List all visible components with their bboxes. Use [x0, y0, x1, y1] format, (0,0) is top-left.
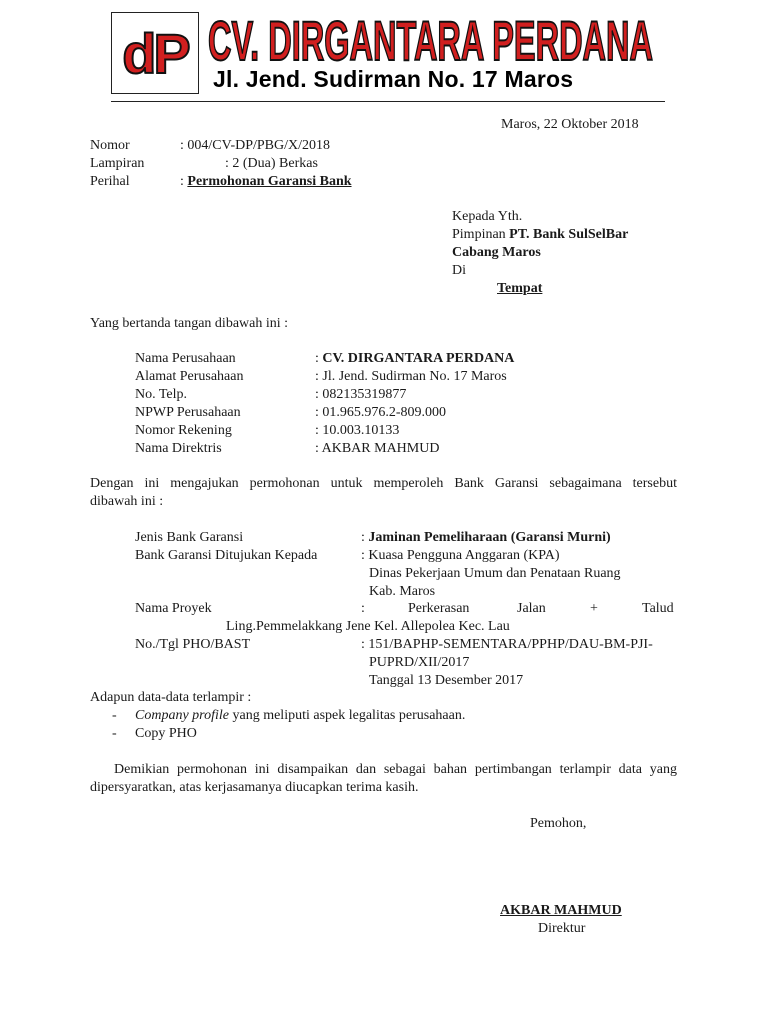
closing-paragraph	[90, 761, 677, 797]
request-line2: dibawah ini :	[90, 494, 164, 509]
request-line1: Dengan ini mengajukan permohonan untuk memperoleh Bank Garansi sebagaimana tersebut	[90, 476, 677, 491]
proyek-value2: Ling.Pemmelakkang Jene Kel. Allepolea Kec. Lau	[226, 619, 510, 634]
company-logo-mark	[112, 13, 198, 93]
meta-label-nomor: Nomor	[90, 138, 130, 153]
proyek-word: Perkerasan	[408, 601, 470, 616]
company-address: Jl. Jend. Sudirman No. 17 Maros	[213, 66, 574, 92]
proyek-colon: :	[361, 601, 365, 616]
proyek-word: +	[590, 601, 598, 616]
closing-line2: dipersyaratkan, atas kerjasamanya diucapkan terima kasih.	[90, 780, 419, 795]
info-label: Alamat Perusahaan	[135, 369, 244, 384]
info-label: No. Telp.	[135, 387, 188, 402]
opening-line: Yang bertanda tangan dibawah ini :	[90, 316, 289, 331]
meta-colon: :	[180, 174, 188, 189]
attachment-bullet: -	[112, 726, 117, 741]
info-colon: :	[315, 351, 323, 366]
info-label: Nomor Rekening	[135, 423, 232, 438]
recipient-prefix: Pimpinan	[452, 227, 510, 242]
closing-line1: Demikian permohonan ini disampaikan dan sebagai bahan pertimbangan terlampir data yang	[114, 762, 677, 777]
jenis-value	[361, 529, 611, 547]
company-logo	[111, 12, 199, 94]
signature-title: Direktur	[538, 921, 586, 936]
attachment-italic: Company profile	[135, 708, 229, 723]
info-value: : Jl. Jend. Sudirman No. 17 Maros	[315, 369, 507, 384]
jenis-label: Jenis Bank Garansi	[135, 530, 244, 545]
info-value: : 10.003.10133	[315, 423, 400, 438]
jenis-text: Jaminan Pemeliharaan (Garansi Murni)	[368, 530, 611, 545]
ditujukan-value2: Dinas Pekerjaan Umum dan Penataan Ruang	[369, 566, 621, 581]
attachment-item	[135, 707, 465, 725]
attachment-text: yang meliputi aspek legalitas perusahaan.	[228, 708, 466, 723]
request-paragraph	[90, 475, 677, 511]
info-value: : AKBAR MAHMUD	[315, 441, 440, 456]
info-value: : 082135319877	[315, 387, 407, 402]
pho-value3: Tanggal 13 Desember 2017	[369, 673, 524, 688]
info-label: Nama Perusahaan	[135, 351, 236, 366]
info-value	[315, 350, 514, 368]
ditujukan-label: Bank Garansi Ditujukan Kepada	[135, 548, 318, 563]
proyek-label: Nama Proyek	[135, 601, 212, 616]
meta-value-lampiran: : 2 (Dua) Berkas	[225, 156, 318, 171]
letterhead-divider	[111, 101, 665, 102]
logo-text: dP	[122, 22, 188, 85]
attachment-item: Copy PHO	[135, 726, 197, 741]
proyek-word: Talud	[642, 601, 674, 616]
ditujukan-value1: : Kuasa Pengguna Anggaran (KPA)	[361, 548, 560, 563]
info-label: NPWP Perusahaan	[135, 405, 241, 420]
meta-value-nomor: : 004/CV-DP/PBG/X/2018	[180, 138, 331, 153]
attachment-bullet: -	[112, 708, 117, 723]
info-label: Nama Direktris	[135, 441, 222, 456]
attachments-heading: Adapun data-data terlampir :	[90, 690, 252, 705]
proyek-word: Jalan	[517, 601, 546, 616]
company-name-banner	[205, 8, 660, 70]
recipient-tempat: Tempat	[497, 281, 543, 296]
pho-value2: PUPRD/XII/2017	[369, 655, 470, 670]
recipient-line2	[452, 226, 628, 244]
subject-text: Permohonan Garansi Bank	[187, 174, 352, 189]
meta-value-perihal	[180, 173, 352, 191]
recipient-line1: Kepada Yth.	[452, 209, 523, 224]
signature-name: AKBAR MAHMUD	[500, 903, 622, 918]
meta-label-perihal: Perihal	[90, 174, 130, 189]
company-name: CV. DIRGANTARA PERDANA	[208, 9, 653, 70]
signature-greeting: Pemohon,	[530, 816, 587, 831]
info-company-name: CV. DIRGANTARA PERDANA	[322, 351, 515, 366]
pho-value1: : 151/BAPHP-SEMENTARA/PPHP/DAU-BM-PJI-	[361, 637, 653, 652]
recipient-branch: Cabang Maros	[452, 245, 541, 260]
ditujukan-value3: Kab. Maros	[369, 584, 436, 599]
recipient-bank: PT. Bank SulSelBar	[509, 227, 629, 242]
info-value: : 01.965.976.2-809.000	[315, 405, 447, 420]
recipient-di: Di	[452, 263, 466, 278]
meta-label-lampiran: Lampiran	[90, 156, 145, 171]
jenis-colon: :	[361, 530, 369, 545]
pho-label: No./Tgl PHO/BAST	[135, 637, 251, 652]
letter-date: Maros, 22 Oktober 2018	[501, 117, 639, 132]
